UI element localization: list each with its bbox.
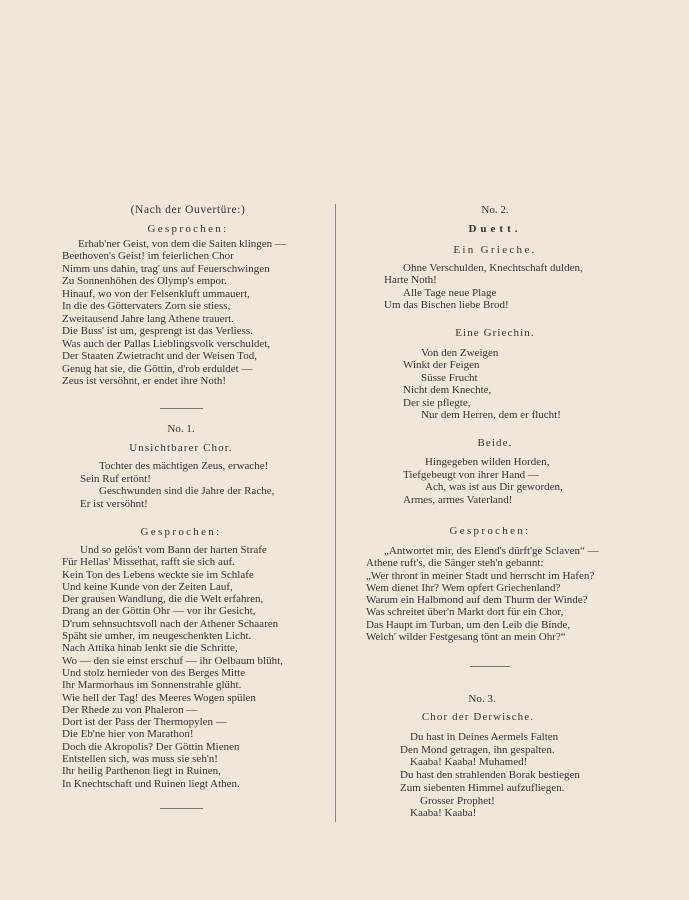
verse-line: Welch' wilder Festgesang tönt an mein Ohr?“ [366,631,566,644]
verse-line: Harte Noth! [384,274,437,287]
verse-line: Geschwunden sind die Jahre der Rache, [99,485,275,498]
verse-line: Für Hellas' Missethat, rafft sie sich auf. [62,556,235,569]
verse-line: Das Haupt im Turban, um den Leib die Binde, [366,618,571,631]
verse-block-griechin [366,347,624,421]
verse-line: Wie hell der Tag! des Meeres Wogen spülen [62,691,256,704]
section-heading: Gesprochen: [147,223,229,235]
verse-line: Winkt der Feigen [403,359,480,372]
verse-line: Kaaba! Kaaba! Muhamed! [410,756,528,769]
verse-line: Doch die Akropolis? Der Göttin Mienen [62,740,240,753]
verse-line: Zeus ist versöhnt, er endet ihre Noth! [62,374,227,387]
number-label: No. 1. [167,423,195,435]
section-title: Unsichtbarer Chor. [129,442,233,454]
verse-line: Nach Attika hinab lenkt sie die Schritte, [62,642,238,655]
verse-line: Ihr heilig Parthenon liegt in Ruinen, [62,765,221,778]
verse-line: Sein Ruf ertönt! [80,472,151,485]
number-label: No. 3. [468,693,496,705]
verse-line: Ach, was ist aus Dir geworden, [425,481,563,494]
verse-line: Die Eb'ne hier von Marathon! [62,728,194,741]
verse-line: Um das Bischen liebe Brod! [384,298,509,311]
verse-line: Genug hat sie, die Göttin, d'rob erduldet — [62,362,253,375]
section-rule [160,408,203,409]
speaker-label: Ein Grieche. [453,244,537,256]
verse-line: Was schreitet über'n Markt dort für ein Chor, [366,606,564,619]
verse-line: Kein Ton des Lebens weckte sie im Schlafe [62,568,254,581]
verse-line: Ihr Marmorhaus im Sonnenstrahle glüht. [62,679,242,692]
verse-line: Zweitausend Jahre lang Athene trauert. [62,312,234,325]
verse-line: Ohne Verschulden, Knechtschaft dulden, [403,262,583,274]
verse-line: Erhab'ner Geist, von dem die Saiten klingen — [78,238,286,250]
verse-line: Der Rhede zu von Phaleron — [62,703,198,716]
verse-block-intro [62,238,314,387]
verse-line: Warum ein Halbmond auf dem Thurm der Winde? [366,594,588,607]
verse-line: Süsse Frucht [421,371,478,384]
verse-line: Und keine Kunde von der Zeiten Lauf, [62,580,233,593]
verse-line: „Antwortet mir, des Elend's dürft'ge Sclaven“ — [384,545,599,557]
section-heading: Gesprochen: [449,525,531,537]
verse-line: „Wer thront in meiner Stadt und herrscht im Hafen? [366,569,595,582]
verse-line: Beethoven's Geist! im feierlichen Chor [62,250,234,263]
verse-line: Athene ruft's, die Sänger steh'n gebannt: [366,557,544,570]
verse-line: Drang an der Göttin Ohr — vor ihr Gesicht, [62,605,256,618]
section-rule [470,666,510,667]
section-title: Duett. [468,223,522,235]
verse-line: Zum siebenten Himmel aufzufliegen. [400,781,565,794]
verse-line: Nicht dem Knechte, [403,384,492,397]
verse-line: Späht sie umher, im neugeschenkten Licht. [62,630,252,643]
verse-line: Von den Zweigen [421,347,499,359]
verse-line: Alle Tage neue Plage [403,286,497,299]
verse-line: In Knechtschaft und Ruinen liegt Athen. [62,777,240,790]
verse-block-spoken-right [366,545,624,643]
verse-line: Der sie pflegte, [403,396,471,409]
verse-line: Du hast in Deines Aermels Falten [410,731,559,743]
verse-line: Grosser Prophet! [420,794,495,807]
verse-block-beide [366,456,624,507]
verse-line: Hinauf, wo von der Felsenkluft ummauert, [62,287,250,300]
verse-line: Die Buss' ist um, gesprengt ist das Verliess. [62,325,253,338]
verse-line: Kaaba! Kaaba! [410,807,477,820]
verse-line: Den Mond getragen, ihn gespalten. [400,743,555,756]
verse-line: Tiefgebeugt von ihrer Hand — [403,468,539,481]
verse-line: Wo — den sie einst erschuf — ihr Oelbaum blüht, [62,654,283,667]
verse-line: Und stolz hernieder von des Berges Mitte [62,666,246,679]
verse-line: Der Staaten Zwietracht und der Weisen Tod, [62,350,257,363]
speaker-label: Beide. [477,437,513,449]
number-label: No. 2. [481,204,509,216]
verse-line: D'rum sehnsuchtsvoll nach der Athener Schaaren [62,617,279,630]
verse-line: Der grausen Wandlung, die die Welt erfahren, [62,593,264,606]
section-title: Chor der Derwische. [421,711,535,723]
verse-line: Du hast den strahlenden Borak bestiegen [400,769,580,782]
section-rule [160,808,203,809]
stage-direction: (Nach der Ouvertüre:) [130,204,246,216]
verse-line: Zu Sonnenhöhen des Olymp's empor. [62,275,227,288]
section-heading: Gesprochen: [140,526,222,538]
verse-line: Dort ist der Pass der Thermopylen — [62,716,227,729]
speaker-label: Eine Griechin. [455,327,535,339]
column-divider [335,204,336,822]
verse-line: Und so gelös't vom Bann der harten Strafe [80,544,267,556]
verse-line: Armes, armes Vaterland! [403,494,513,507]
verse-line: Nimm uns dahin, trag' uns auf Feuerschwingen [62,262,270,275]
verse-block-grieche [366,262,624,311]
verse-line: Wem dienet Ihr? Wem opfert Griechenland? [366,581,561,594]
verse-line: In die des Göttervaters Zorn sie stiess, [62,300,231,313]
verse-line: Nur dem Herren, dem er flucht! [421,409,561,422]
verse-line: Was auch der Pallas Lieblingsvolk verschuldet, [62,337,271,350]
verse-block-no3 [366,731,624,820]
verse-block-no1 [62,460,314,510]
verse-line: Hingegeben wilden Horden, [425,456,550,468]
verse-line: Entstellen sich, was muss sie seh'n! [62,753,218,766]
verse-line: Er ist versöhnt! [80,497,148,510]
verse-line: Tochter des mächtigen Zeus, erwache! [99,460,269,472]
verse-block-spoken [62,544,314,790]
